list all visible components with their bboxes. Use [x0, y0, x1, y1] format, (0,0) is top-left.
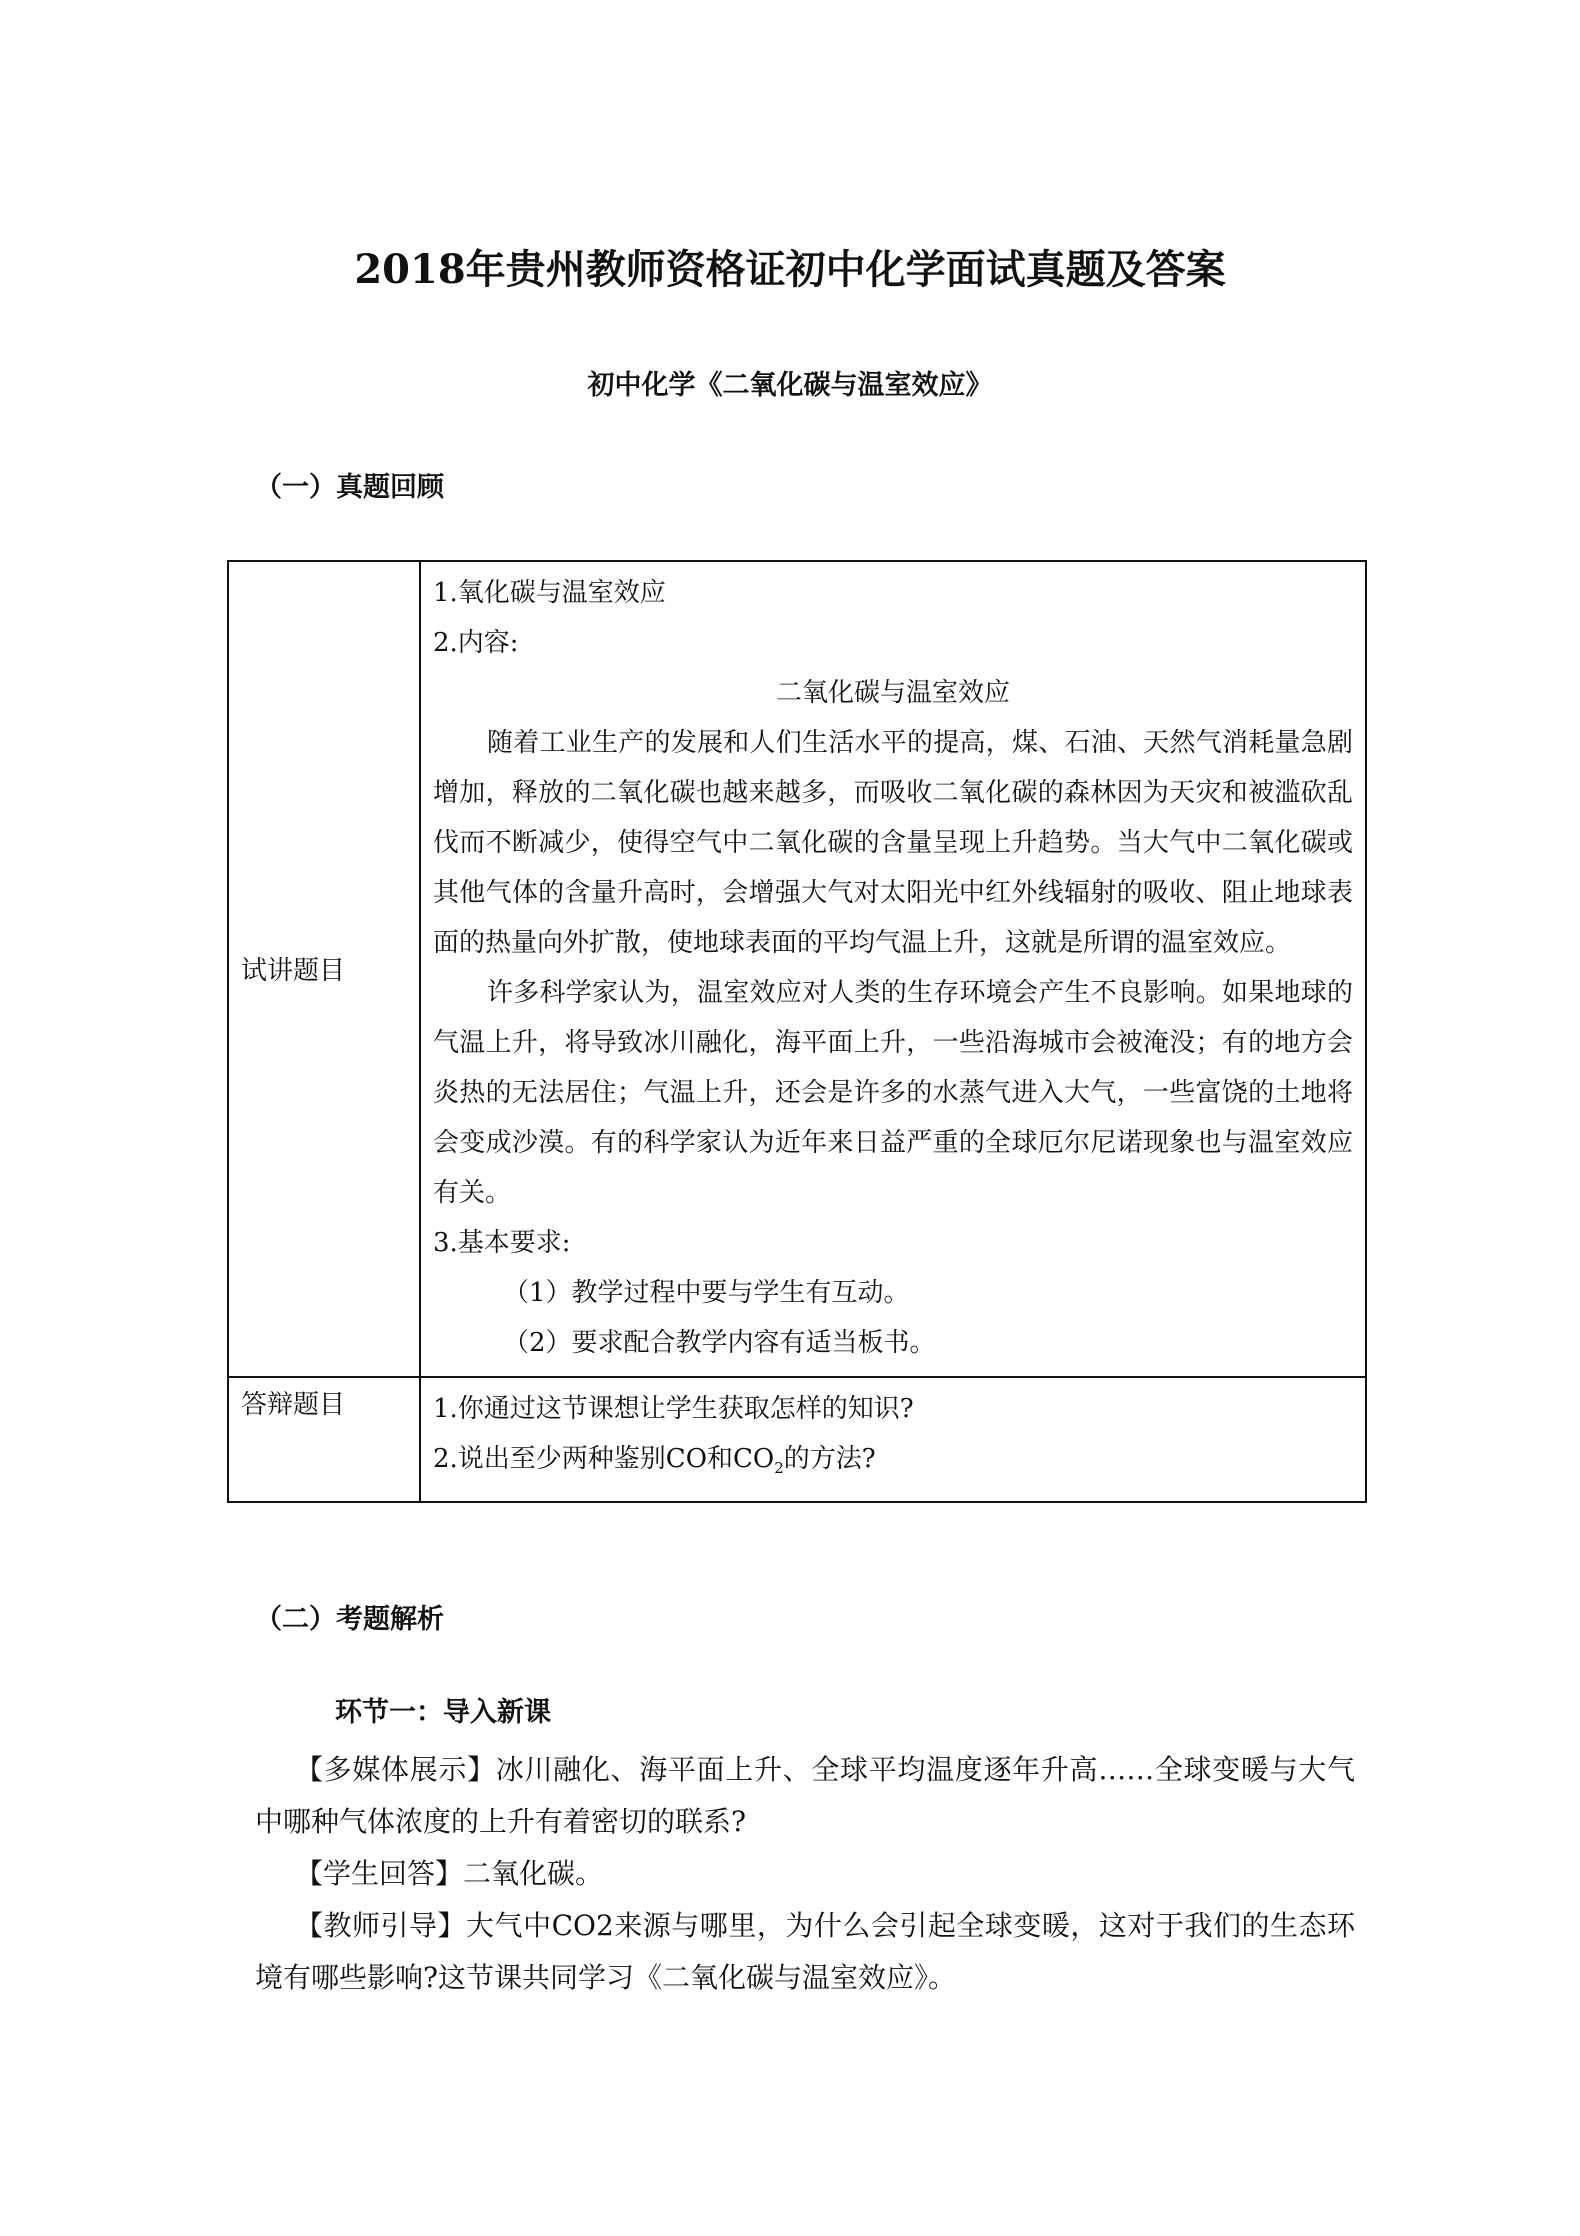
analysis-paragraph-1: 【多媒体展示】冰川融化、海平面上升、全球平均温度逐年升高……全球变暖与大气中哪种气体浓度的上升有着密切的联系?: [255, 1753, 1355, 1838]
requirements-item: 3.基本要求:: [433, 1228, 571, 1258]
table-label-lecture: 试讲题目: [228, 561, 420, 1377]
analysis-paragraph-2: 【学生回答】二氧化碳。: [295, 1857, 604, 1890]
table-cell-defense-content: [420, 1377, 1366, 1502]
lesson-subtitle: 初中化学《二氧化碳与温室效应》: [587, 370, 993, 401]
question-2-text: 2.说出至少两种鉴别CO和CO: [433, 1444, 775, 1474]
section-heading-review: （一）真题回顾: [255, 472, 444, 503]
section-heading-analysis: （二）考题解析: [255, 1604, 444, 1635]
step-title: 环节一：导入新课: [335, 1697, 551, 1728]
table-row-defense-topic: [228, 1377, 1366, 1502]
table-label-defense: 答辩题目: [228, 1377, 420, 1502]
analysis-body: [255, 1688, 1355, 2004]
requirement-1: （1）教学过程中要与学生有互动。: [503, 1278, 910, 1308]
requirement-2: （2）要求配合教学内容有适当板书。: [503, 1328, 936, 1358]
topic-item: 1.氧化碳与温室效应: [433, 578, 666, 608]
exam-question-table: [227, 560, 1367, 1503]
table-row-lecture-topic: [228, 561, 1366, 1377]
page-title: 2018年贵州教师资格证初中化学面试真题及答案: [354, 246, 1226, 293]
content-heading: 二氧化碳与温室效应: [775, 678, 1010, 708]
defense-question-2: [433, 1434, 1353, 1493]
content-paragraph-1: 随着工业生产的发展和人们生活水平的提高，煤、石油、天然气消耗量急剧增加，释放的二氧化碳也越来越多，而吸收二氧化碳的森林因为天灾和被滥砍乱伐而不断减少，使得空气中二氧化碳的含量呈现上升趋势。当大气中二氧化碳或其他气体的含量升高时，会增强大气对太阳光中红外线辐射的吸收、阻止地球表面的热量向外扩散，使地球表面的平均气温上升，这就是所谓的温室效应。: [433, 728, 1353, 958]
analysis-paragraph-3: 【教师引导】大气中CO2来源与哪里，为什么会引起全球变暖，这对于我们的生态环境有哪些影响?这节课共同学习《二氧化碳与温室效应》。: [255, 1909, 1355, 1994]
defense-question-1: 1.你通过这节课想让学生获取怎样的知识?: [433, 1394, 914, 1424]
content-paragraph-2: 许多科学家认为，温室效应对人类的生存环境会产生不良影响。如果地球的气温上升，将导致冰川融化，海平面上升，一些沿海城市会被淹没；有的地方会炎热的无法居住；气温上升，还会是许多的水蒸气进入大气，一些富饶的土地将会变成沙漠。有的科学家认为近年来日益严重的全球厄尔尼诺现象也与温室效应有关。: [433, 978, 1353, 1208]
co2-subscript: 2: [774, 1459, 784, 1478]
table-cell-lecture-content: [420, 561, 1366, 1377]
content-item: 2.内容:: [433, 628, 519, 658]
question-2-tail: 的方法?: [783, 1444, 876, 1474]
